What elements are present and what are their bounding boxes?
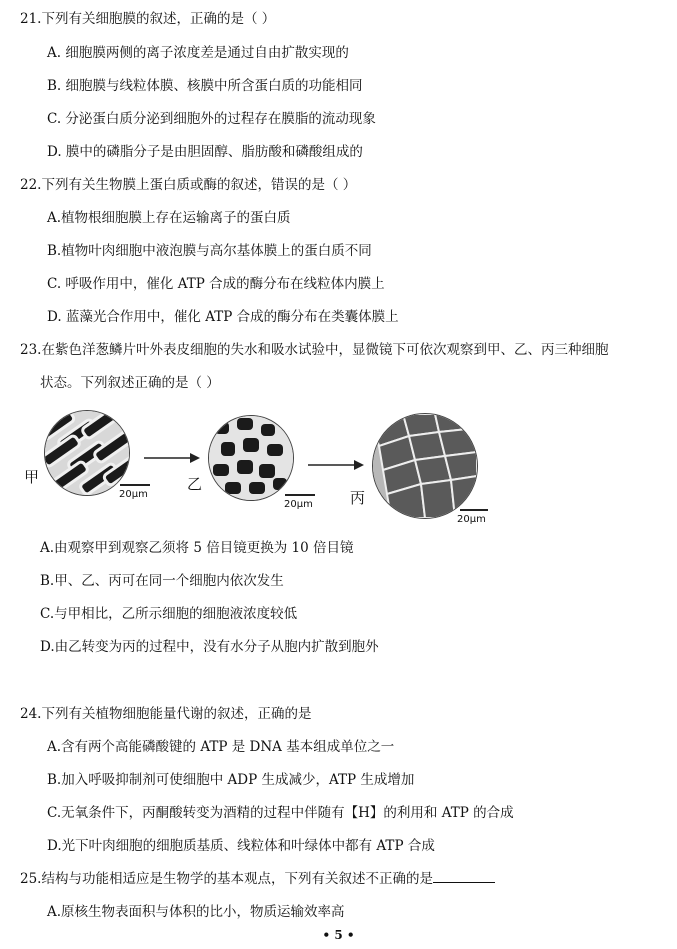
q25-option-a: A.原核生物表面积与体积的比小，物质运输效率高 [47, 904, 345, 920]
page-number: • 5 • [322, 928, 355, 942]
arrow-icon [144, 452, 200, 464]
q25-stem-line [20, 870, 495, 888]
q23-option-d: D.由乙转变为丙的过程中，没有水分子从胞内扩散到胞外 [40, 639, 379, 655]
answer-blank [433, 870, 495, 883]
scale-bar-jia [120, 484, 150, 486]
q23-option-c: C.与甲相比，乙所示细胞的细胞液浓度较低 [40, 606, 298, 622]
q24-option-b: B.加入呼吸抑制剂可使细胞中 ADP 生成减少，ATP 生成增加 [47, 772, 415, 788]
scale-bar-yi [285, 494, 315, 496]
q21-stem: 21.下列有关细胞膜的叙述，正确的是（ ） [20, 11, 276, 27]
q25-stem: 25.结构与功能相适应是生物学的基本观点，下列有关叙述不正确的是 [20, 871, 433, 887]
q21-option-d: D. 膜中的磷脂分子是由胆固醇、脂肪酸和磷酸组成的 [47, 144, 363, 160]
q22-stem: 22.下列有关生物膜上蛋白质或酶的叙述，错误的是（ ） [20, 177, 357, 193]
scale-label-jia: 20μm [119, 489, 148, 500]
q24-option-a: A.含有两个高能磷酸键的 ATP 是 DNA 基本组成单位之一 [47, 739, 395, 755]
q21-option-b: B. 细胞膜与线粒体膜、核膜中所含蛋白质的功能相同 [47, 78, 363, 94]
q23-stem-line1: 23.在紫色洋葱鳞片叶外表皮细胞的失水和吸水试验中，显微镜下可依次观察到甲、乙、丙三种细胞 [20, 342, 609, 358]
q24-option-c: C.无氧条件下，丙酮酸转变为酒精的过程中伴随有【H】的利用和 ATP 的合成 [47, 805, 514, 821]
micrograph-yi [208, 415, 294, 501]
q22-option-b: B.植物叶肉细胞中液泡膜与高尔基体膜上的蛋白质不同 [47, 243, 372, 259]
scale-label-yi: 20μm [284, 499, 313, 510]
scale-label-bing: 20μm [457, 514, 486, 525]
q22-option-c: C. 呼吸作用中，催化 ATP 合成的酶分布在线粒体内膜上 [47, 276, 385, 292]
q24-option-d: D.光下叶肉细胞的细胞质基质、线粒体和叶绿体中都有 ATP 合成 [47, 838, 435, 854]
label-bing: 丙 [350, 489, 366, 507]
q23-option-a: A.由观察甲到观察乙须将 5 倍目镜更换为 10 倍目镜 [40, 540, 354, 556]
q23-stem-line2: 状态。下列叙述正确的是（ ） [40, 375, 220, 391]
label-jia: 甲 [24, 468, 40, 486]
label-yi: 乙 [187, 475, 203, 493]
micrograph-bing [372, 413, 478, 519]
q21-option-c: C. 分泌蛋白质分泌到细胞外的过程存在膜脂的流动现象 [47, 111, 376, 127]
arrow-icon [308, 459, 364, 471]
q21-option-a: A. 细胞膜两侧的离子浓度差是通过自由扩散实现的 [47, 45, 349, 61]
micrograph-jia [44, 410, 130, 496]
q22-option-a: A.植物根细胞膜上存在运输离子的蛋白质 [47, 210, 291, 226]
scale-bar-bing [460, 509, 488, 511]
q24-stem: 24.下列有关植物细胞能量代谢的叙述，正确的是 [20, 706, 312, 722]
q23-option-b: B.甲、乙、丙可在同一个细胞内依次发生 [40, 573, 284, 589]
q22-option-d: D. 蓝藻光合作用中，催化 ATP 合成的酶分布在类囊体膜上 [47, 309, 399, 325]
q23-figure [20, 405, 490, 530]
